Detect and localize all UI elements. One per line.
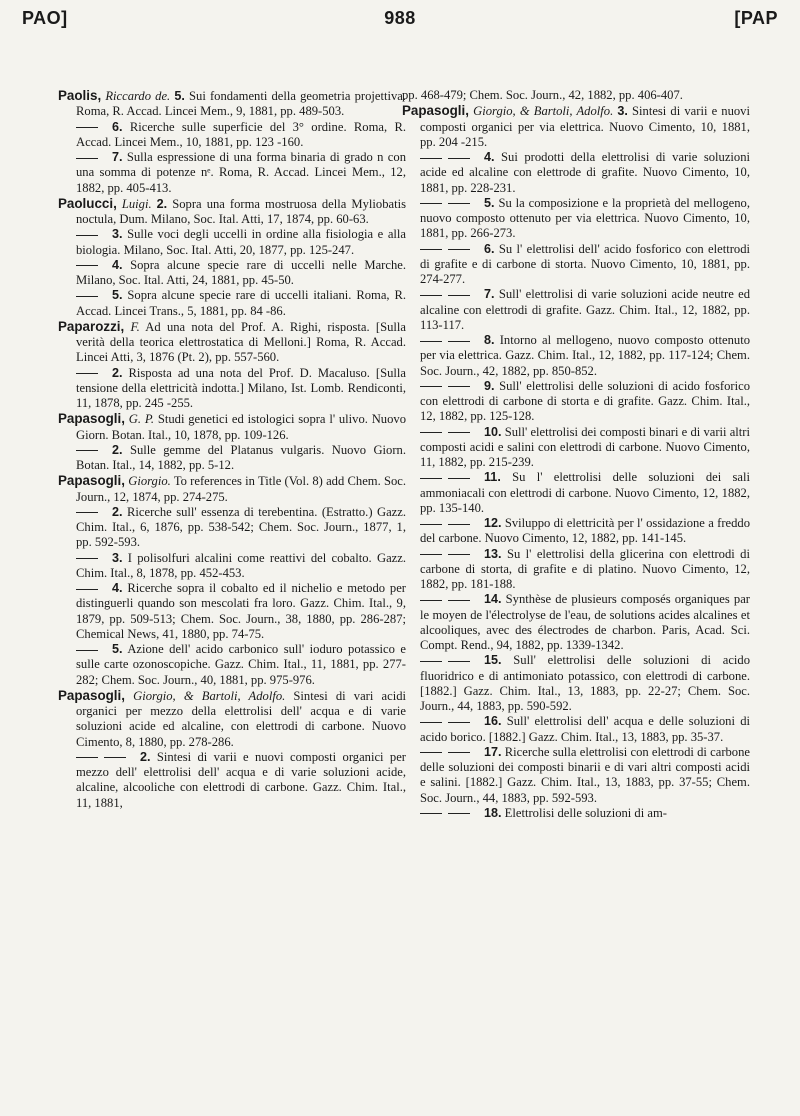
entry-number: 18.	[484, 805, 502, 820]
bibliography-entry	[402, 242, 750, 288]
ditto-dash	[420, 554, 442, 555]
entry-number: 7.	[112, 150, 123, 164]
ditto-dash	[76, 373, 98, 374]
entry-text: Su l' elettrolisi della glicerina con elettrodi di carbone di storta, di grafite e di platino. Nuovo Cimento, 12, 1882, pp. 181-188.	[420, 546, 750, 591]
bibliography-entry	[402, 470, 750, 516]
bibliography-entry	[402, 379, 750, 425]
bibliography-entry	[58, 581, 406, 642]
ditto-dash	[76, 558, 98, 559]
author-name: Paolucci,	[58, 195, 117, 211]
entry-text: Elettrolisi delle soluzioni di am-	[504, 805, 667, 820]
ditto-dash	[420, 386, 442, 387]
author-given-name: Luigi.	[121, 196, 152, 211]
bibliography-entry	[402, 745, 750, 806]
entry-text: Sopra alcune specie rare di uccelli nelle Marche. Milano, Soc. Ital. Atti, 24, 1881, pp. 45-50.	[76, 257, 406, 287]
entry-text: Sviluppo di elettricità per l' ossidazione a freddo del carbone. Nuovo Cimento, 12, 1882, pp. 141-145.	[420, 516, 750, 546]
bibliography-entry	[58, 750, 406, 811]
ditto-dash	[420, 600, 442, 601]
entry-text: Sulle voci degli uccelli in ordine alla fisiologia e alla biologia. Milano, Soc. Ital. Atti, 20, 1877, pp. 125-247.	[76, 227, 406, 257]
bibliography-entry	[402, 547, 750, 593]
entry-number: 15.	[484, 653, 502, 668]
entry-text: Sull' elettrolisi dell' acqua e delle soluzioni di acido borico. [1882.] Gazz. Chim. Ital., 13, 1883, pp. 35-37.	[420, 714, 750, 744]
ditto-dash	[448, 554, 470, 555]
ditto-dash	[448, 752, 470, 753]
author-given-name: Giorgio, & Bartoli, Adolfo.	[133, 688, 286, 703]
ditto-dash	[76, 296, 98, 297]
bibliography-entry	[402, 653, 750, 714]
bibliography-entry	[58, 88, 406, 120]
ditto-dash	[448, 432, 470, 433]
entry-text: Risposta ad una nota del Prof. D. Macaluso. [Sulla tensione della elettricità indotta.] Milano, Ist. Lomb. Rendiconti, 11, 1878, pp. 245 -255.	[76, 365, 406, 410]
entry-number: 4.	[112, 257, 123, 272]
ditto-dash	[104, 757, 126, 758]
entry-text: Studi genetici ed istologici sopra l' ulivo. Nuovo Giorn. Botan. Ital., 10, 1878, pp. 109-126.	[76, 412, 406, 442]
right-column	[402, 88, 750, 821]
entry-text: Synthèse de plusieurs composés organiques par le moyen de l'électrolyse de l'eau, de solutions acides alcalines et alcooliques, avec des électrodes de charbon. Paris, Acad. Sci. Compt. Rend., 94, 1882, pp. 1339-1342.	[420, 592, 751, 652]
entry-text: Sull' elettrolisi delle soluzioni di acido fluoridrico e di antimoniato potassico, con elettrodi di carbone. [1882.] Gazz. Chim. Ital., 13, 1883, pp. 22-27; Chem. Soc. Journ., 44, 1883, pp. 590-592.	[420, 653, 751, 713]
ditto-dash	[420, 722, 442, 723]
entry-text: Azione dell' acido carbonico sull' ioduro potassico e sulle carte ozonoscopiche. Gazz. Chim. Ital., 11, 1881, pp. 277-282; Chem. Soc. Journ., 40, 1881, pp. 975-976.	[76, 642, 406, 687]
ditto-dash	[420, 341, 442, 342]
bibliography-entry	[58, 366, 406, 412]
entry-text: Ricerche sulle superficie del 3° ordine. Roma, R. Accad. Lincei Mem., 10, 1881, pp. 123 -160.	[76, 119, 406, 149]
entry-number: 5.	[112, 642, 123, 656]
ditto-dash	[420, 203, 442, 204]
entry-number: 8.	[484, 333, 495, 347]
entry-number: 16.	[484, 714, 502, 729]
bibliography-entry	[58, 196, 406, 228]
entry-number: 2.	[140, 749, 151, 764]
entry-text: Sui fondamenti della geometria projettiva. Roma, R. Accad. Lincei Mem., 9, 1881, pp. 489-503.	[76, 89, 406, 119]
ditto-dash	[448, 386, 470, 387]
ditto-dash	[76, 589, 98, 590]
entry-text: Sopra una forma mostruosa della Myliobatis noctula, Dum. Milano, Soc. Ital. Atti, 17, 1874, pp. 60-63.	[76, 196, 406, 226]
author-name: Paparozzi,	[58, 318, 125, 334]
entry-text: Su la composizione e la proprietà del mellogeno, nuovo composto ottenuto per via elettrica. Nuovo Cimento, 10, 1881, pp. 266-273.	[420, 195, 750, 241]
header-right-range: [PAP	[734, 8, 778, 28]
header-left-range: PAO]	[22, 8, 68, 28]
bibliography-entry	[58, 443, 406, 474]
entry-text: Su l' elettrolisi dell' acido fosforico con elettrodi di grafite e di carbone di storta. Nuovo Cimento, 10, 1881, pp. 274-277.	[420, 241, 750, 286]
ditto-dash	[448, 661, 470, 662]
entry-text: pp. 468-479; Chem. Soc. Journ., 42, 1882, pp. 406-407.	[402, 88, 683, 102]
ditto-dash	[76, 265, 98, 266]
ditto-dash	[420, 432, 442, 433]
entry-number: 2.	[112, 442, 123, 457]
bibliography-entry	[402, 592, 750, 653]
entry-text: Sull' elettrolisi di varie soluzioni acide neutre ed alcaline con elettrodi di grafite. Gazz. Chim. Ital., 12, 1882, pp. 113-117.	[420, 287, 750, 332]
author-given-name: G. P.	[128, 412, 155, 427]
ditto-dash	[448, 341, 470, 342]
author-given-name: F.	[130, 319, 140, 334]
entry-number: 12.	[484, 516, 502, 530]
ditto-dash	[420, 478, 442, 479]
entry-number: 10.	[484, 424, 502, 439]
author-name: Papasogli,	[58, 473, 125, 489]
entry-text: Ricerche sopra il cobalto ed il nichelio e metodo per distinguerli quando son mescolati fra loro. Gazz. Chim. Ital., 9, 1879, pp. 509-513; Chem. Soc. Journ., 38, 1880, pp. 286-287; Chemical News, 41, 1880, pp. 74-75.	[76, 581, 406, 641]
entry-number: 3.	[112, 227, 123, 242]
bibliography-entry	[402, 425, 750, 471]
bibliography-entry	[58, 642, 406, 688]
ditto-dash	[448, 158, 470, 159]
author-given-name: Riccardo de.	[105, 89, 171, 103]
bibliography-entry	[58, 505, 406, 551]
entry-text: Ad una nota del Prof. A. Righi, risposta. [Sulla verità della teorica elettrostatica di Melloni.] Roma, R. Accad. Lincei Atti, 3, 1876 (Pt. 2), pp. 557-560.	[76, 319, 406, 365]
entry-text: Ricerche sulla elettrolisi con elettrodi di carbone delle soluzioni dei composti binarii e di vari altri composti acidi e salini. [1882.] Gazz. Chim. Ital., 13, 1883, pp. 37-55; Chem. Soc. Journ., 44, 1883, pp. 592-593.	[420, 744, 750, 805]
ditto-dash	[448, 295, 470, 296]
ditto-dash	[448, 524, 470, 525]
bibliography-entry	[58, 120, 406, 151]
author-name: Paolis,	[58, 88, 102, 103]
bibliography-entry	[58, 551, 406, 582]
bibliography-entry	[58, 150, 406, 196]
ditto-dash	[420, 295, 442, 296]
ditto-dash	[76, 127, 98, 128]
bibliography-entry	[402, 88, 750, 103]
entry-text: Sull' elettrolisi dei composti binari e di varii altri composti acidi e salini con elettrodi di carbone. Nuovo Cimento, 11, 1882, pp. 215-239.	[420, 424, 750, 469]
ditto-dash	[420, 661, 442, 662]
author-name: Papasogli,	[402, 103, 469, 119]
bibliography-entry	[402, 196, 750, 242]
bibliography-entry	[402, 103, 750, 150]
entry-text: Sintesi di vari acidi organici per mezzo della elettrolisi dell' acqua e di varie soluzioni acide ed alcaline, con elettrodi di carbone. Nuovo Cimento, 8, 1880, pp. 278-286.	[76, 688, 406, 749]
entry-number: 13.	[484, 546, 502, 561]
ditto-dash	[448, 249, 470, 250]
ditto-dash	[76, 757, 98, 758]
entry-text: Sulla espressione di una forma binaria di grado n con una somma di potenze nᵉ. Roma, R. Accad. Lincei Mem., 12, 1882, pp. 405-413.	[76, 150, 406, 195]
ditto-dash	[76, 158, 98, 159]
entry-number: 3.	[112, 550, 123, 565]
entry-number: 5.	[112, 288, 123, 303]
entry-text: Intorno al mellogeno, nuovo composto ottenuto per via elettrica. Gazz. Chim. Ital., 12, 1882, pp. 117-124; Chem. Soc. Journ., 42, 1882, pp. 850-852.	[420, 333, 750, 378]
ditto-dash	[76, 650, 98, 651]
bibliography-entry	[402, 333, 750, 379]
entry-number: 2.	[112, 365, 123, 380]
bibliography-entry	[58, 319, 406, 366]
entry-number: 11.	[484, 470, 501, 485]
bibliography-entry	[402, 714, 750, 745]
bibliography-entry	[402, 150, 750, 196]
bibliography-entry	[58, 411, 406, 443]
entry-number: 3.	[617, 104, 628, 119]
ditto-dash	[448, 813, 470, 814]
entry-number: 17.	[484, 744, 502, 759]
entry-text: I polisolfuri alcalini come reattivi del cobalto. Gazz. Chim. Ital., 8, 1878, pp. 452-453.	[76, 550, 406, 580]
bibliography-entry	[58, 258, 406, 289]
author-name: Papasogli,	[58, 687, 125, 703]
entry-text: Sopra alcune specie rare di uccelli italiani. Roma, R. Accad. Lincei Trans., 5, 1881, pp. 84 -86.	[76, 288, 406, 318]
ditto-dash	[76, 235, 98, 236]
entry-number: 7.	[484, 287, 495, 302]
entry-number: 14.	[484, 592, 502, 607]
ditto-dash	[76, 512, 98, 513]
entry-number: 2.	[156, 196, 168, 211]
page-number: 988	[384, 8, 416, 28]
entry-number: 6.	[112, 119, 123, 134]
ditto-dash	[420, 249, 442, 250]
ditto-dash	[420, 813, 442, 814]
running-header	[22, 8, 778, 30]
entry-number: 5.	[174, 89, 185, 103]
author-given-name: Giorgio, & Bartoli, Adolfo.	[473, 104, 614, 119]
left-column	[58, 88, 406, 811]
entry-number: 2.	[112, 504, 123, 519]
ditto-dash	[76, 450, 98, 451]
bibliography-entry	[58, 227, 406, 258]
ditto-dash	[448, 722, 470, 723]
entry-text: Sintesi di varii e nuovi composti organici per mezzo dell' elettrolisi dell' acqua e di varie soluzioni acide, alcaline, alcooliche con elettrodi di carbone. Gazz. Chim. Ital., 11, 1881,	[76, 749, 406, 810]
entry-text: Ricerche sull' essenza di terebentina. (Estratto.) Gazz. Chim. Ital., 6, 1876, pp. 538-542; Chem. Soc. Journ., 1877, 1, pp. 592-593.	[76, 504, 406, 550]
ditto-dash	[448, 203, 470, 204]
entry-text: Sull' elettrolisi delle soluzioni di acido fosforico con elettrodi di carbone di storta e di grafite. Gazz. Chim. Ital., 12, 1882, pp. 125-128.	[420, 378, 751, 424]
entry-text: Su l' elettrolisi delle soluzioni dei sali ammoniacali con elettrodi di carbone. Nuovo Cimento, 12, 1882, pp. 135-140.	[420, 470, 750, 515]
entry-number: 4.	[484, 150, 495, 164]
bibliography-entry	[58, 688, 406, 750]
entry-number: 4.	[112, 581, 123, 595]
bibliography-entry	[58, 288, 406, 319]
bibliography-entry	[402, 287, 750, 333]
author-given-name: Giorgio.	[128, 474, 171, 489]
ditto-dash	[420, 158, 442, 159]
entry-text: Sintesi di varii e nuovi composti organici per via elettrica. Nuovo Cimento, 10, 1881, pp. 204 -215.	[420, 104, 750, 149]
bibliography-entry	[402, 806, 750, 821]
entry-number: 6.	[484, 241, 495, 256]
ditto-dash	[420, 524, 442, 525]
bibliography-entry	[58, 473, 406, 505]
bibliography-entry	[402, 516, 750, 547]
entry-number: 9.	[484, 378, 495, 393]
ditto-dash	[448, 600, 470, 601]
entry-text: Sui prodotti della elettrolisi di varie soluzioni acide ed alcaline con elettrode di grafite. Nuovo Cimento, 10, 1881, pp. 228-231.	[420, 150, 751, 195]
entry-number: 5.	[484, 195, 495, 210]
entry-text: To references in Title (Vol. 8) add Chem. Soc. Journ., 12, 1874, pp. 274-275.	[76, 474, 407, 504]
ditto-dash	[420, 752, 442, 753]
entry-text: Sulle gemme del Platanus vulgaris. Nuovo Giorn. Botan. Ital., 14, 1882, pp. 5-12.	[76, 442, 406, 472]
author-name: Papasogli,	[58, 411, 125, 427]
ditto-dash	[448, 478, 470, 479]
